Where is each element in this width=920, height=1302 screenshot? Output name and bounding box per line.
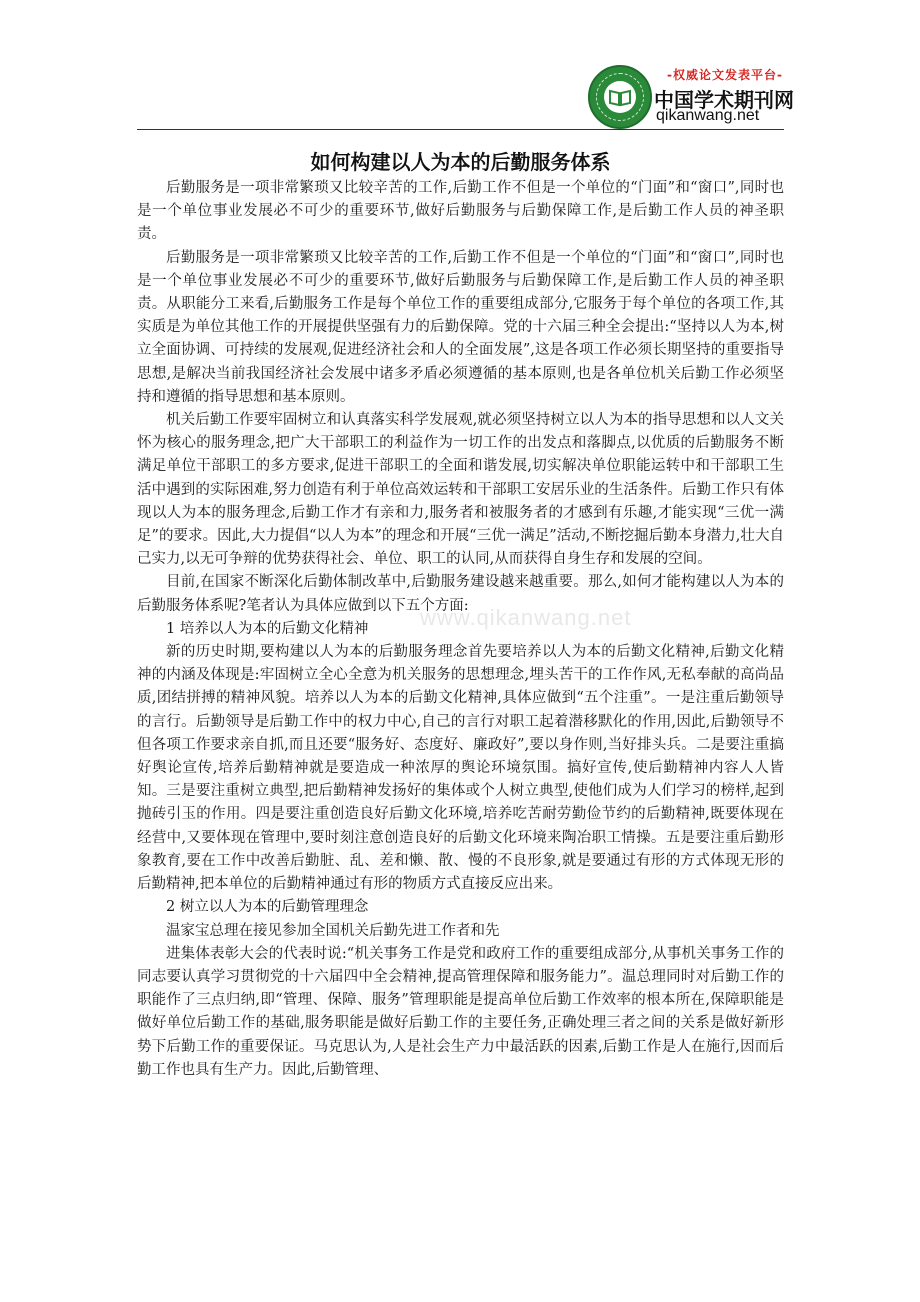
paragraph: 新的历史时期,要构建以人为本的后勤服务理念首先要培养以人为本的后勤文化精神,后勤文化精神的内涵及体现是:牢固树立全心全意为机关服务的思想理念,埋头苦干的工作作风,无私奉献的高尚品质,团结拼搏的精神风貌。培养以人为本的后勤文化精神,具体应做到“五个注重”。一是注重后勤领导的言行。后勤领导是后勤工作中的权力中心,自己的言行对职工起着潜移默化的作用,因此,后勤领导不但各项工作要求亲自抓,而且还要“服务好、态度好、廉政好”,要以身作则,当好排头兵。二是要注重搞好舆论宣传,培养后勤精神就是要造成一种浓厚的舆论环境氛围。搞好宣传,使后勤精神内容人人皆知。三是要注重树立典型,把后勤精神发扬好的集体或个人树立典型,使他们成为人们学习的榜样,起到抛砖引玉的作用。四是要注重创造良好后勤文化环境,培养吃苦耐劳勤俭节约的后勤精神,既要体现在经营中,又要体现在管理中,要时刻注意创造良好的后勤文化环境来陶冶职工情操。五是要注重后勤形象教育,要在工作中改善后勤脏、乱、差和懒、散、慢的不良形象,就是要通过有形的方式体现无形的后勤精神,把本单位的后勤精神通过有形的物质方式直接反应出来。 (137, 644, 784, 893)
header-divider (137, 129, 784, 130)
site-url[interactable]: qikanwang.net (656, 107, 760, 124)
section-heading: 1 培养以人为本的后勤文化精神 (166, 620, 369, 637)
paragraph: 机关后勤工作要牢固树立和认真落实科学发展观,就必须坚持树立以人为本的指导思想和以人文关怀为核心的服务理念,把广大干部职工的利益作为一切工作的出发点和落脚点,以优质的后勤服务不断满足单位干部职工的多方要求,促进干部职工的全面和谐发展,切实解决单位职能运转中和干部职工生活中遇到的实际困难,努力创造有利于单位高效运转和干部职工安居乐业的生活条件。后勤工作只有体现以人为本的服务理念,后勤工作才有亲和力,服务者和被服务者的才感到有乐趣,才能实现“三优一满足”的要求。因此,大力提倡“以人为本”的理念和开展“三优一满足”活动,不断挖掘后勤本身潜力,壮大自己实力,以无可争辩的优势获得社会、单位、职工的认同,从而获得自身生存和发展的空间。 (137, 412, 784, 568)
paragraph: 后勤服务是一项非常繁琐又比较辛苦的工作,后勤工作不但是一个单位的“门面”和“窗口”,同时也是一个单位事业发展必不可少的重要环节,做好后勤服务与后勤保障工作,是后勤工作人员的神圣职责。 (137, 180, 784, 243)
paragraph: 温家宝总理在接见参加全国机关后勤先进工作者和先 (166, 922, 500, 939)
site-name: 中国学术期刊网 (654, 88, 794, 112)
paragraph: 目前,在国家不断深化后勤体制改革中,后勤服务建设越来越重要。那么,如何才能构建以人为本的后勤服务体系呢?笔者认为具体应做到以下五个方面: (137, 574, 784, 614)
paragraph: 进集体表彰大会的代表时说:“机关事务工作是党和政府工作的重要组成部分,从事机关事务工作的同志要认真学习贯彻党的十六届四中全会精神,提高管理保障和服务能力”。温总理同时对后勤工作的职能作了三点归纳,即“管理、保障、服务”管理职能是提高单位后勤工作效率的根本所在,保障职能是做好单位后勤工作的基础,服务职能是做好后勤工作的主要任务,正确处理三者之间的关系是做好新形势下后勤工作的重要保证。马克思认为,人是社会生产力中最活跃的因素,后勤工作是人在施行,因而后勤工作也具有生产力。因此,后勤管理、 (137, 945, 784, 1078)
site-logo[interactable] (588, 65, 652, 129)
paragraph: 后勤服务是一项非常繁琐又比较辛苦的工作,后勤工作不但是一个单位的“门面”和“窗口”,同时也是一个单位事业发展必不可少的重要环节,做好后勤服务与后勤保障工作,是后勤工作人员的神圣职责。从职能分工来看,后勤服务工作是每个单位工作的重要组成部分,它服务于每个单位的各项工作,其实质是为单位其他工作的开展提供坚强有力的后勤保障。党的十六届三种全会提出:“坚持以人为本,树立全面协调、可持续的发展观,促进经济社会和人的全面发展”,这是各项工作必须长期坚持的重要指导思想,是解决当前我国经济社会发展中诸多矛盾必须遵循的基本原则,也是各单位机关后勤工作必须坚持和遵循的指导思想和基本原则。 (137, 249, 784, 405)
book-icon (604, 81, 636, 113)
section-heading: 2 树立以人为本的后勤管理理念 (166, 899, 369, 916)
article-body (137, 177, 784, 1082)
page-title: 如何构建以人为本的后勤服务体系 (310, 150, 611, 174)
platform-tagline: -权威论文发表平台- (667, 68, 783, 82)
page-header (0, 0, 920, 132)
watermark: www.qikanwang.net (420, 605, 632, 630)
